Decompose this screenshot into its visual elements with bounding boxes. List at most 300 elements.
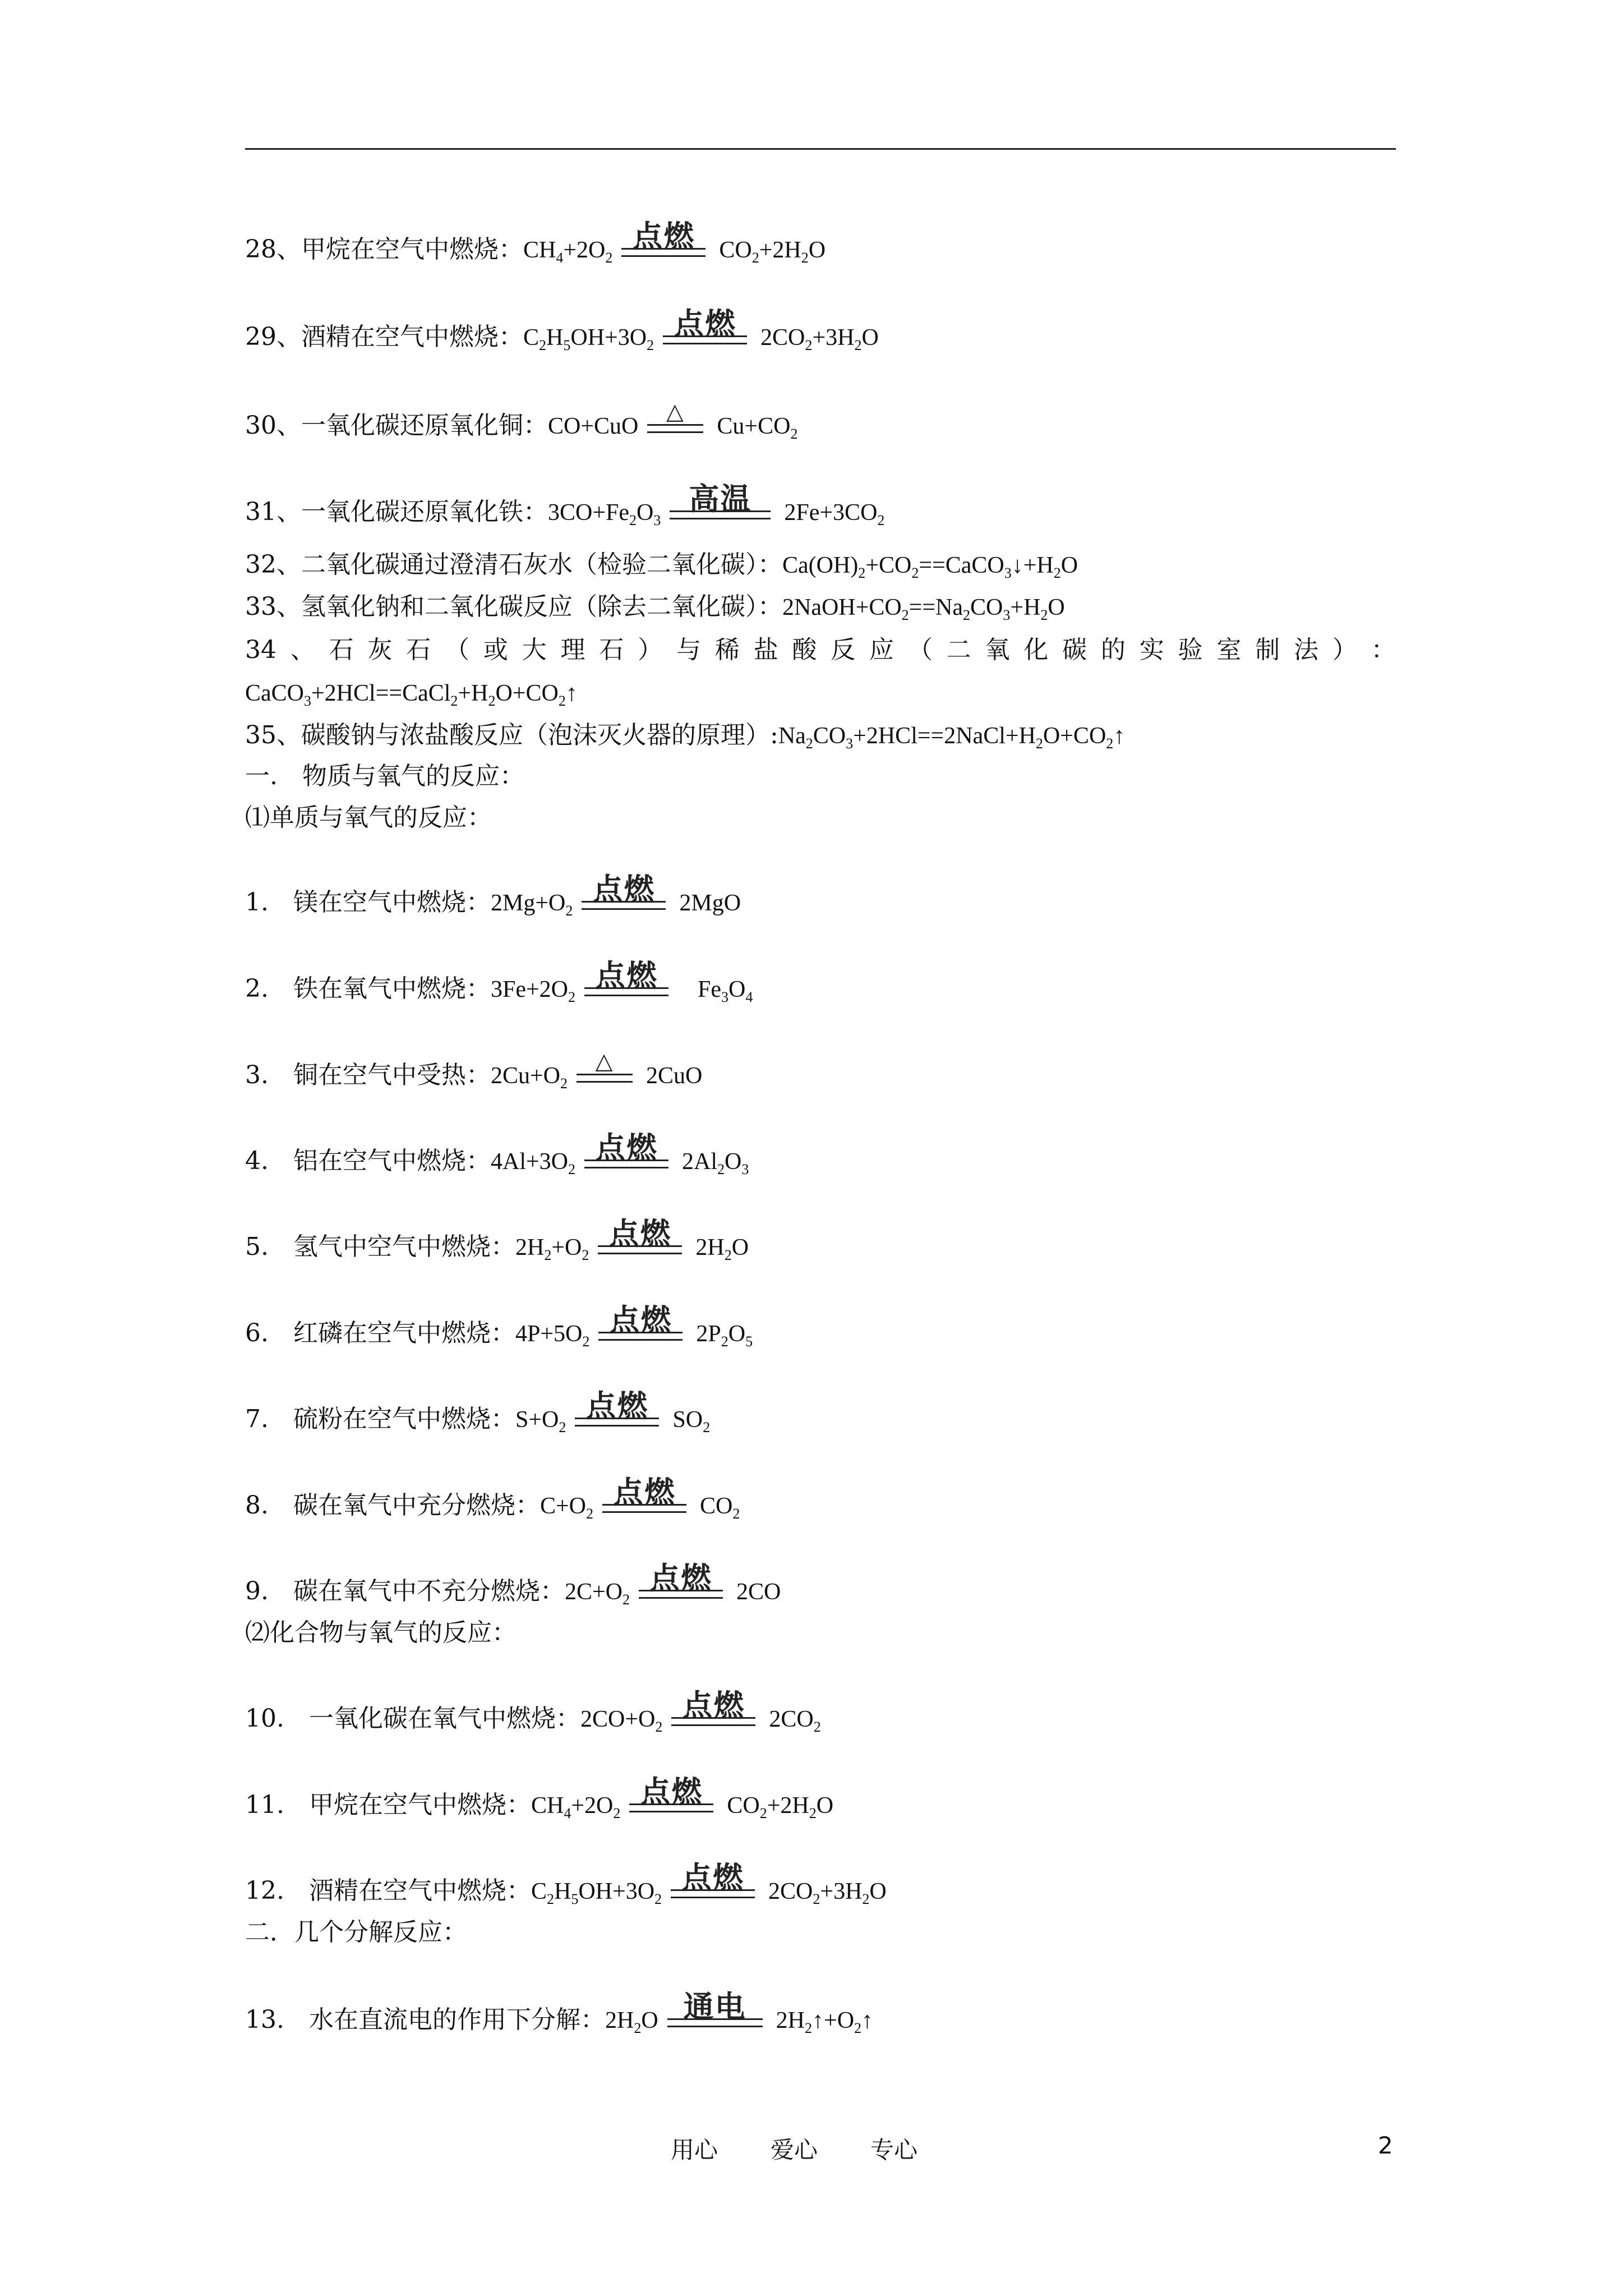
double-bar [598, 1245, 682, 1254]
subscript: 5 [745, 1333, 753, 1350]
label-char: 氧 [985, 636, 1010, 664]
condition-arrow [667, 1989, 763, 2036]
double-bar [582, 901, 666, 910]
double-bar [663, 335, 747, 344]
formula-text: ↑ [565, 680, 578, 706]
subscript: 2 [901, 607, 909, 623]
label-char: 或 [483, 636, 508, 664]
formula-text: SO [672, 1407, 703, 1433]
subscript: 2 [717, 1161, 725, 1177]
label-char: 法 [1293, 636, 1318, 664]
double-bar [671, 1889, 755, 1898]
equation-35 [245, 720, 1400, 752]
formula-text: 2CO [769, 1706, 814, 1732]
formula-text: 2CO+O [580, 1706, 656, 1732]
subscript: 2 [488, 693, 496, 709]
heat-symbol: △ [595, 1048, 614, 1074]
label-char: 稀 [714, 636, 740, 664]
label-char: 碳 [1062, 636, 1087, 664]
label-char: （ [907, 636, 933, 664]
section-heading-1: 一. 物质与氧气的反应： [245, 762, 524, 790]
formula-text: ↓+H [1011, 553, 1054, 578]
formula-text: 2CO [768, 1879, 813, 1904]
label-char: 石 [599, 636, 624, 664]
condition-text: 点燃 [640, 1774, 703, 1810]
formula-text: Cu+CO [717, 413, 791, 439]
double-bar [639, 1590, 723, 1599]
reactants [515, 1407, 566, 1433]
condition-arrow [584, 1130, 668, 1177]
formula-text: CO [700, 1493, 733, 1519]
label-char: 酸 [792, 636, 817, 664]
formula-text: 2CuO [646, 1063, 703, 1089]
equation-31 [245, 481, 1400, 528]
equation-label: 33、氢氧化钠和二氧化碳反应（除去二氧化碳）： [245, 592, 782, 621]
subscript: 2 [813, 1719, 821, 1735]
reactants [490, 977, 576, 1005]
reactants [540, 1493, 594, 1522]
page-number: 2 [1378, 2132, 1393, 2159]
label-char: 制 [1255, 636, 1280, 664]
products [646, 1063, 702, 1089]
formula-text: ==Na [909, 595, 963, 620]
equation-label: 2. 铁在氧气中燃烧： [245, 974, 491, 1003]
equation-3 [245, 1048, 1400, 1092]
equation-30 [245, 399, 1400, 442]
reactants [548, 500, 661, 526]
equation-label: 29、酒精在空气中燃烧： [245, 323, 523, 351]
formula-text: 2Fe+3CO [784, 500, 878, 526]
condition-arrow [629, 1774, 713, 1821]
subscript: 5 [563, 337, 571, 353]
formula-text: 2H [605, 2008, 634, 2033]
condition-arrow [663, 306, 747, 353]
equation-9 [245, 1561, 1400, 1608]
formula-text: O [641, 2008, 658, 2033]
double-bar [598, 1332, 683, 1341]
formula-text: CO [813, 723, 846, 749]
equation-label: 1. 镁在空气中燃烧： [245, 888, 491, 917]
condition-text: 点燃 [585, 1388, 649, 1424]
equation-label: 10. 一氧化碳在氧气中燃烧： [245, 1704, 580, 1733]
subscript: 2 [568, 989, 576, 1005]
equation-label: 3. 铜在空气中受热： [245, 1061, 491, 1089]
formula-text: +2HCl==CaCl [311, 680, 451, 706]
equation-2 [245, 958, 1400, 1005]
subscript: 2 [809, 1805, 817, 1821]
label-char: （ [445, 636, 470, 664]
label-char: 验 [1178, 636, 1203, 664]
formula-text: ↑ [1113, 723, 1126, 749]
reactants [523, 237, 613, 266]
double-bar [584, 987, 668, 996]
formula-text: +2HCl==2NaCl+H [853, 723, 1036, 749]
subscript: 5 [571, 1891, 579, 1907]
products [682, 1149, 749, 1175]
subscript: 2 [450, 693, 458, 709]
formula-text: 4Al+3O [490, 1149, 569, 1175]
double-bar [584, 1159, 668, 1168]
equation [782, 595, 1065, 623]
condition-text: 点燃 [595, 1130, 658, 1166]
condition-text: 点燃 [632, 219, 695, 254]
label-char: 盐 [753, 636, 778, 664]
formula-text: ↑+O [812, 2008, 855, 2033]
equation [782, 553, 1078, 581]
formula-text: +3H [812, 325, 855, 351]
subscript: 2 [854, 2020, 862, 2036]
subscript: 2 [568, 1161, 576, 1177]
label-char: 的 [1100, 636, 1126, 664]
equation-11 [245, 1774, 1400, 1821]
subscript: 2 [813, 1891, 820, 1907]
formula-text: CO [727, 1793, 760, 1819]
reactants [490, 890, 573, 919]
formula-text: CaCO [245, 680, 304, 706]
formula-text: CO [970, 595, 1003, 620]
equation-label: 31、一氧化碳还原氧化铁： [245, 498, 548, 526]
formula-text: +CO [865, 553, 912, 578]
reactants [490, 1063, 568, 1092]
subscript: 2 [732, 1506, 740, 1522]
label-char: 、 [290, 636, 315, 664]
subscript: 2 [655, 1719, 663, 1735]
formula-text: 2CO [736, 1579, 781, 1605]
formula-text: +O [551, 1235, 582, 1260]
condition-arrow [647, 399, 703, 442]
formula-text: +3H [820, 1879, 863, 1904]
condition-text: 点燃 [595, 958, 658, 993]
equation-label: 32、二氧化碳通过澄清石灰水（检验二氧化碳）： [245, 550, 782, 579]
subscript: 2 [805, 337, 813, 353]
heat-symbol: △ [666, 399, 685, 425]
subscript: 2 [582, 1333, 590, 1350]
formula-text: ==CaCO [919, 553, 1004, 578]
formula-text: O [637, 500, 654, 526]
subscript: 2 [623, 1591, 630, 1608]
label-char: 大 [522, 636, 547, 664]
equation [245, 680, 578, 709]
reactants [491, 1149, 575, 1175]
double-bar [667, 2018, 763, 2027]
formula-text: 2H [776, 2008, 805, 2033]
label-char: ） [1332, 636, 1357, 664]
formula-text: 3Fe+2O [490, 977, 569, 1002]
formula-text: 2CO [760, 325, 805, 351]
subscript: 2 [647, 337, 654, 353]
reactants [515, 1321, 590, 1350]
subscript: 2 [539, 337, 547, 353]
subscript: 2 [963, 607, 971, 623]
formula-text: O [808, 237, 826, 263]
formula-text: 2Cu+O [490, 1063, 561, 1089]
formula-text: O [1048, 595, 1065, 620]
formula-text: +2H [759, 237, 801, 263]
equation-label: 35、碳酸钠与浓盐酸反应（泡沫灭火器的原理）: [245, 721, 778, 749]
equation-34-label [245, 634, 1400, 666]
formula-text: CH [523, 237, 556, 263]
subscript: 2 [582, 1247, 589, 1263]
formula-text: O [861, 325, 879, 351]
products [672, 1407, 710, 1433]
label-char: 实 [1139, 636, 1164, 664]
section-heading-2: 二．几个分解反应： [245, 1918, 467, 1947]
products [700, 1493, 740, 1522]
subscript: 2 [721, 1333, 728, 1350]
formula-text: +2O [563, 237, 606, 263]
subscript: 2 [724, 1247, 732, 1263]
reactants [605, 2008, 658, 2036]
reactants [531, 1879, 662, 1907]
condition-text: 点燃 [608, 1216, 672, 1251]
formula-text: O [725, 1149, 742, 1175]
formula-text: O+CO [1043, 723, 1106, 749]
formula-text: 2P [696, 1321, 721, 1347]
label-char: 石 [406, 636, 431, 664]
subscript: 2 [759, 1805, 767, 1821]
subscript: 3 [1003, 607, 1011, 623]
equation-label: 9. 碳在氧气中不充分燃烧： [245, 1577, 565, 1605]
label-char: 34 [245, 636, 276, 664]
reactants [523, 325, 654, 351]
formula-text: ↑ [861, 2008, 874, 2033]
formula-text: 2Mg+O [490, 890, 566, 916]
subscript: 2 [558, 693, 566, 709]
equation-label: 7. 硫粉在空气中燃烧： [245, 1405, 515, 1433]
subscript: 2 [1106, 735, 1114, 752]
condition-arrow [639, 1561, 723, 1608]
formula-text: O [1061, 553, 1078, 578]
condition-text: 点燃 [609, 1303, 672, 1338]
equation-29 [245, 306, 1400, 353]
formula-text: Ca(OH) [782, 553, 859, 578]
subscript: 4 [745, 989, 753, 1005]
formula-text: +H [1010, 595, 1041, 620]
subscript: 3 [1004, 565, 1012, 581]
subscript: 4 [564, 1805, 571, 1821]
products [736, 1579, 781, 1605]
formula-text: 4P+5O [515, 1321, 583, 1347]
footer-right: 专心 [870, 2136, 918, 2164]
equation-10 [245, 1688, 1400, 1735]
equation-label: 5. 氢气中空气中燃烧： [245, 1232, 515, 1261]
subscript: 3 [653, 512, 661, 528]
equation-7 [245, 1388, 1400, 1435]
products [784, 500, 884, 526]
subscript: 2 [559, 1419, 566, 1435]
equation-4 [245, 1130, 1400, 1177]
subscript: 3 [721, 989, 729, 1005]
products [696, 1321, 753, 1350]
products [769, 1706, 821, 1735]
equation-1 [245, 872, 1400, 919]
subscript: 2 [1040, 607, 1048, 623]
formula-text: H [546, 325, 564, 351]
equation-label: 12. 酒精在空气中燃烧： [245, 1876, 531, 1905]
double-bar [577, 1074, 633, 1083]
equation [778, 723, 1126, 752]
subscript: 2 [1035, 735, 1043, 752]
formula-text: 2C+O [564, 1579, 623, 1605]
formula-text: +2H [767, 1793, 809, 1819]
products [698, 977, 753, 1005]
condition-arrow [602, 1475, 686, 1522]
condition-arrow [577, 1048, 633, 1092]
condition-text: 点燃 [592, 872, 656, 907]
subscript: 4 [556, 250, 564, 266]
label-char: 灰 [367, 636, 393, 664]
equation-label: 4. 铝在空气中燃烧： [245, 1147, 491, 1175]
formula-text: 2H [515, 1235, 545, 1260]
label-char: ： [1371, 636, 1396, 664]
formula-text: 2H [695, 1235, 725, 1260]
condition-arrow [584, 958, 668, 1005]
products [695, 1235, 749, 1263]
condition-text: 点燃 [682, 1688, 745, 1723]
formula-text: Na [778, 723, 806, 749]
equation-34 [245, 677, 1400, 709]
subscript: 2 [862, 1891, 870, 1907]
formula-text: +H [458, 680, 488, 706]
equation-label: 30、一氧化碳还原氧化铜： [245, 411, 548, 440]
formula-text: S+O [515, 1407, 559, 1433]
label-char: 理 [560, 636, 585, 664]
condition-arrow [621, 219, 706, 266]
label-char: 反 [831, 636, 856, 664]
condition-arrow [671, 1688, 755, 1735]
condition-arrow [671, 1860, 755, 1907]
formula-text: OH+3O [570, 325, 647, 351]
reactants [531, 1793, 620, 1819]
equation-28 [245, 219, 1400, 266]
subscript: 2 [805, 2020, 813, 2036]
formula-text: O+CO [495, 680, 559, 706]
reactants [515, 1235, 589, 1263]
products [679, 890, 741, 916]
formula-text: H [554, 1879, 571, 1904]
formula-text: O [869, 1879, 887, 1904]
double-bar [602, 1504, 686, 1513]
subscript: 2 [586, 1506, 594, 1522]
subscript: 3 [741, 1161, 749, 1177]
subsection-heading-2: ⑵化合物与氧气的反应： [245, 1618, 517, 1647]
condition-arrow [582, 872, 666, 919]
products [727, 1793, 833, 1819]
equation-label: 6. 红磷在空气中燃烧： [245, 1319, 515, 1347]
footer-center: 爱心 [771, 2136, 818, 2164]
footer-left: 用心 [671, 2136, 718, 2164]
formula-text: 2NaOH+CO [782, 595, 902, 620]
label-char: 化 [1023, 636, 1049, 664]
formula-text: OH+3O [578, 1879, 655, 1904]
subscript: 2 [703, 1419, 711, 1435]
condition-arrow [598, 1216, 682, 1263]
formula-text: C [531, 1879, 547, 1904]
equation-label: 11. 甲烷在空气中燃烧： [245, 1791, 531, 1819]
subscript: 3 [846, 735, 854, 752]
subscript: 2 [605, 250, 613, 266]
products [760, 325, 879, 351]
subscript: 2 [805, 735, 813, 752]
formula-text: 2Al [682, 1149, 718, 1175]
label-char: ） [638, 636, 663, 664]
equation-8 [245, 1475, 1400, 1522]
subscript: 2 [751, 250, 759, 266]
subscript: 2 [877, 512, 885, 528]
formula-text: CO [719, 237, 752, 263]
formula-text: O [728, 977, 746, 1002]
subscript: 2 [1053, 565, 1061, 581]
double-bar [629, 1803, 713, 1812]
subscript: 2 [854, 337, 862, 353]
condition-text: 点燃 [681, 1860, 745, 1895]
justified-label [245, 634, 1396, 666]
equation-label: 13. 水在直流电的作用下分解： [245, 2005, 605, 2034]
subscript: 2 [790, 426, 798, 442]
subscript: 3 [304, 693, 311, 709]
label-char: 室 [1216, 636, 1242, 664]
subscript: 2 [911, 565, 919, 581]
formula-text: CH [531, 1793, 564, 1819]
label-char: 与 [676, 636, 701, 664]
label-char: 石 [329, 636, 354, 664]
formula-text: Fe [698, 977, 722, 1002]
header-rule [245, 148, 1396, 150]
formula-text: CO+CuO [548, 413, 639, 439]
formula-text: 3CO+Fe [548, 500, 630, 526]
formula-text: O [731, 1235, 749, 1260]
subscript: 2 [560, 1075, 568, 1092]
products [719, 237, 826, 266]
formula-text: +2O [571, 1793, 614, 1819]
condition-text: 点燃 [613, 1475, 676, 1510]
label-char: 二 [946, 636, 971, 664]
equation-33 [245, 591, 1400, 623]
equation-32 [245, 549, 1400, 581]
subsection-heading-1: ⑴单质与氧气的反应： [245, 803, 492, 832]
condition-text: 点燃 [649, 1561, 713, 1596]
products [717, 413, 798, 442]
double-bar [575, 1418, 659, 1427]
reactants [580, 1706, 663, 1735]
double-bar [621, 248, 706, 257]
subscript: 2 [634, 2020, 642, 2036]
equation-5 [245, 1216, 1400, 1263]
equation-13 [245, 1989, 1400, 2036]
subscript: 2 [629, 512, 637, 528]
condition-text: 点燃 [674, 306, 737, 342]
reactants [564, 1579, 630, 1608]
condition-text: 通电 [683, 1989, 746, 2024]
formula-text: C [523, 325, 540, 351]
condition-arrow [670, 481, 771, 528]
formula-text: O [816, 1793, 834, 1819]
equation-label: 28、甲烷在空气中燃烧： [245, 235, 523, 264]
label-char: 应 [869, 636, 894, 664]
formula-text: O [728, 1321, 746, 1347]
condition-text: 高温 [689, 481, 752, 517]
equation-12 [245, 1860, 1400, 1907]
subscript: 2 [858, 565, 866, 581]
subscript: 2 [547, 1891, 554, 1907]
equation-6 [245, 1303, 1400, 1350]
condition-arrow [598, 1303, 683, 1350]
condition-arrow [575, 1388, 659, 1435]
subscript: 2 [544, 1247, 552, 1263]
double-bar [647, 424, 703, 433]
equation-label: 8. 碳在氧气中充分燃烧： [245, 1491, 540, 1520]
subscript: 2 [613, 1805, 621, 1821]
